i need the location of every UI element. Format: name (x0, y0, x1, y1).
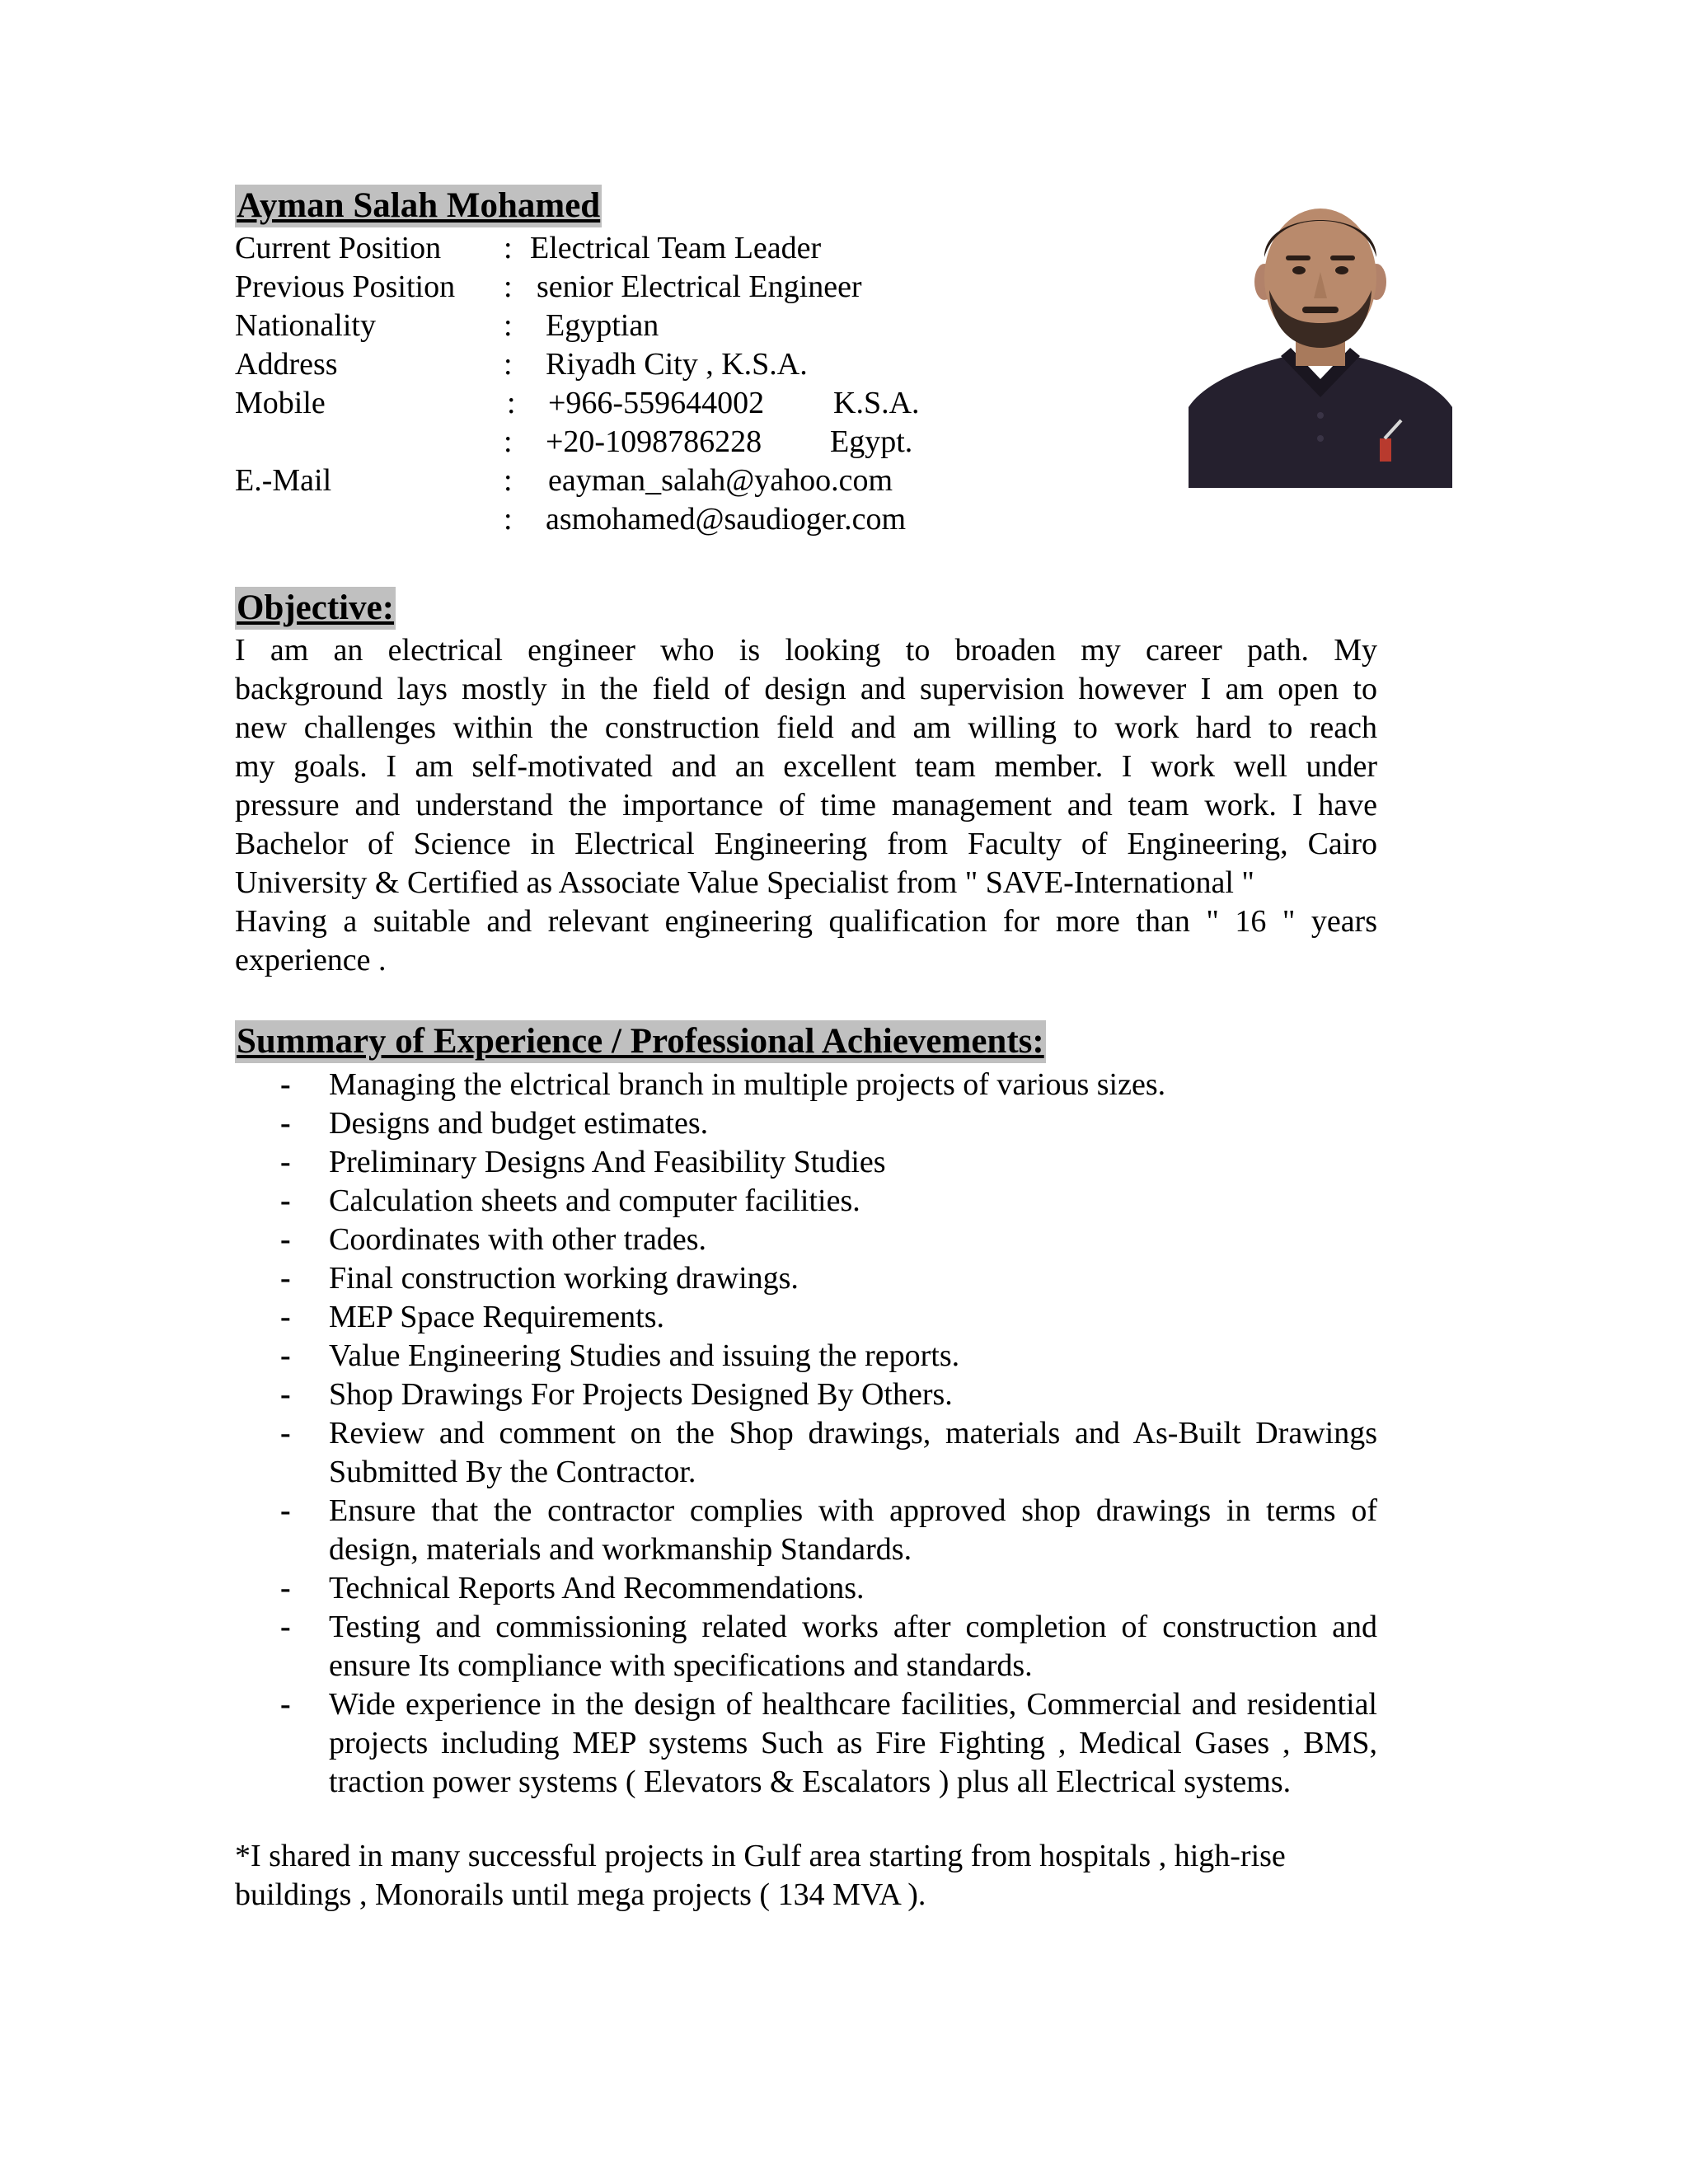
summary-heading: Summary of Experience / Professional Achievements: (235, 1020, 1046, 1063)
info-country: K.S.A. (833, 386, 920, 420)
info-colon: : (504, 424, 513, 459)
bullet-dash: - (280, 1067, 291, 1102)
info-value: +20-1098786228 (546, 424, 762, 459)
list-item (235, 1143, 1377, 1182)
info-colon: : (504, 463, 513, 498)
info-label: Mobile (235, 386, 326, 420)
objective-line: University & Certified as Associate Value Specialist from " SAVE-International " (235, 865, 1254, 900)
list-item (235, 1259, 1377, 1298)
info-country: Egypt. (830, 424, 913, 459)
objective-line: I am an electrical engineer who is looking to broaden my career path. My (235, 633, 1377, 668)
objective-line: pressure and understand the importance of time management and team work. I have (235, 788, 1377, 823)
info-label: Address (235, 347, 338, 382)
bullet-dash: - (280, 1222, 291, 1257)
list-item (235, 1298, 1377, 1337)
list-item-text: Shop Drawings For Projects Designed By Others. (329, 1377, 953, 1412)
bullet-dash: - (280, 1571, 291, 1605)
bullet-dash: - (280, 1183, 291, 1218)
profile-photo (1189, 191, 1452, 488)
bullet-dash: - (280, 1687, 291, 1722)
info-value: Electrical Team Leader (530, 231, 822, 265)
bullet-dash: - (280, 1610, 291, 1644)
bullet-dash: - (280, 1493, 291, 1528)
info-value: Egyptian (546, 308, 659, 343)
list-item-text: MEP Space Requirements. (329, 1300, 665, 1334)
list-item-text: Review and comment on the Shop drawings, materials and As-Built Drawings Submitted By the Contractor. (329, 1416, 1377, 1489)
list-item-text: Preliminary Designs And Feasibility Studies (329, 1145, 886, 1179)
closing-statement: *I shared in many successful projects in Gulf area starting from hospitals , high-rise buildings , Monorails until mega projects ( 134 MVA ). (235, 1839, 1286, 1912)
list-item (235, 1376, 1377, 1414)
email-link[interactable]: eayman_salah@yahoo.com (548, 463, 893, 498)
bullet-dash: - (280, 1377, 291, 1412)
achievements-list (235, 1066, 1377, 1802)
list-item-text: Testing and commissioning related works after completion of construction and ensure Its compliance with specifications and standards. (329, 1610, 1377, 1683)
list-item (235, 1182, 1377, 1221)
list-item-text: Final construction working drawings. (329, 1261, 799, 1296)
profile-photo-icon (1189, 191, 1452, 488)
list-item (235, 1685, 1377, 1802)
info-label: Current Position (235, 231, 442, 265)
list-item (235, 1608, 1377, 1685)
bullet-dash: - (280, 1300, 291, 1334)
name-heading: Ayman Salah Mohamed (235, 185, 602, 227)
list-item-text: Value Engineering Studies and issuing the reports. (329, 1338, 960, 1373)
bullet-dash: - (280, 1106, 291, 1141)
list-item-text: Technical Reports And Recommendations. (329, 1571, 865, 1605)
bullet-dash: - (280, 1145, 291, 1179)
list-item (235, 1066, 1377, 1104)
list-item (235, 1104, 1377, 1143)
email-link[interactable]: asmohamed@saudioger.com (546, 502, 907, 537)
list-item-text: Managing the elctrical branch in multiple projects of various sizes. (329, 1067, 1166, 1102)
info-colon: : (504, 502, 513, 537)
list-item (235, 1221, 1377, 1259)
bullet-dash: - (280, 1416, 291, 1451)
info-colon: : (504, 231, 513, 265)
info-label: Previous Position (235, 269, 456, 304)
objective-line: background lays mostly in the field of design and supervision however I am open to (235, 672, 1377, 706)
objective-line: experience . (235, 943, 387, 977)
list-item-text: Designs and budget estimates. (329, 1106, 709, 1141)
objective-line: Having a suitable and relevant engineering qualification for more than " 16 " years (235, 904, 1377, 939)
info-value: +966-559644002 (548, 386, 765, 420)
list-item-text: Wide experience in the design of healthcare facilities, Commercial and residential projects including MEP systems Such as Fire Fighting , Medical Gases , BMS, traction power systems ( Elevators & Escalators ) plus all Electrical systems. (329, 1687, 1377, 1799)
objective-line: my goals. I am self-motivated and an excellent team member. I work well under (235, 749, 1377, 784)
bullet-dash: - (280, 1338, 291, 1373)
list-item-text: Coordinates with other trades. (329, 1222, 707, 1257)
list-item (235, 1414, 1377, 1492)
info-colon: : (504, 308, 513, 343)
list-item-text: Calculation sheets and computer facilities. (329, 1183, 860, 1218)
info-colon: : (504, 269, 513, 304)
bullet-dash: - (280, 1261, 291, 1296)
info-label: Nationality (235, 308, 376, 343)
objective-paragraph (235, 631, 1377, 980)
objective-heading: Objective: (235, 587, 396, 630)
objective-line: Bachelor of Science in Electrical Engineering from Faculty of Engineering, Cairo (235, 827, 1377, 861)
list-item (235, 1492, 1377, 1569)
info-colon: : (504, 347, 513, 382)
list-item-text: Ensure that the contractor complies with approved shop drawings in terms of design, materials and workmanship Standards. (329, 1493, 1377, 1567)
info-value: Riyadh City , K.S.A. (546, 347, 808, 382)
list-item (235, 1569, 1377, 1608)
info-colon: : (507, 386, 516, 420)
list-item (235, 1337, 1377, 1376)
info-value: senior Electrical Engineer (537, 269, 862, 304)
info-label: E.-Mail (235, 463, 332, 498)
objective-line: new challenges within the construction field and am willing to work hard to reach (235, 710, 1377, 745)
